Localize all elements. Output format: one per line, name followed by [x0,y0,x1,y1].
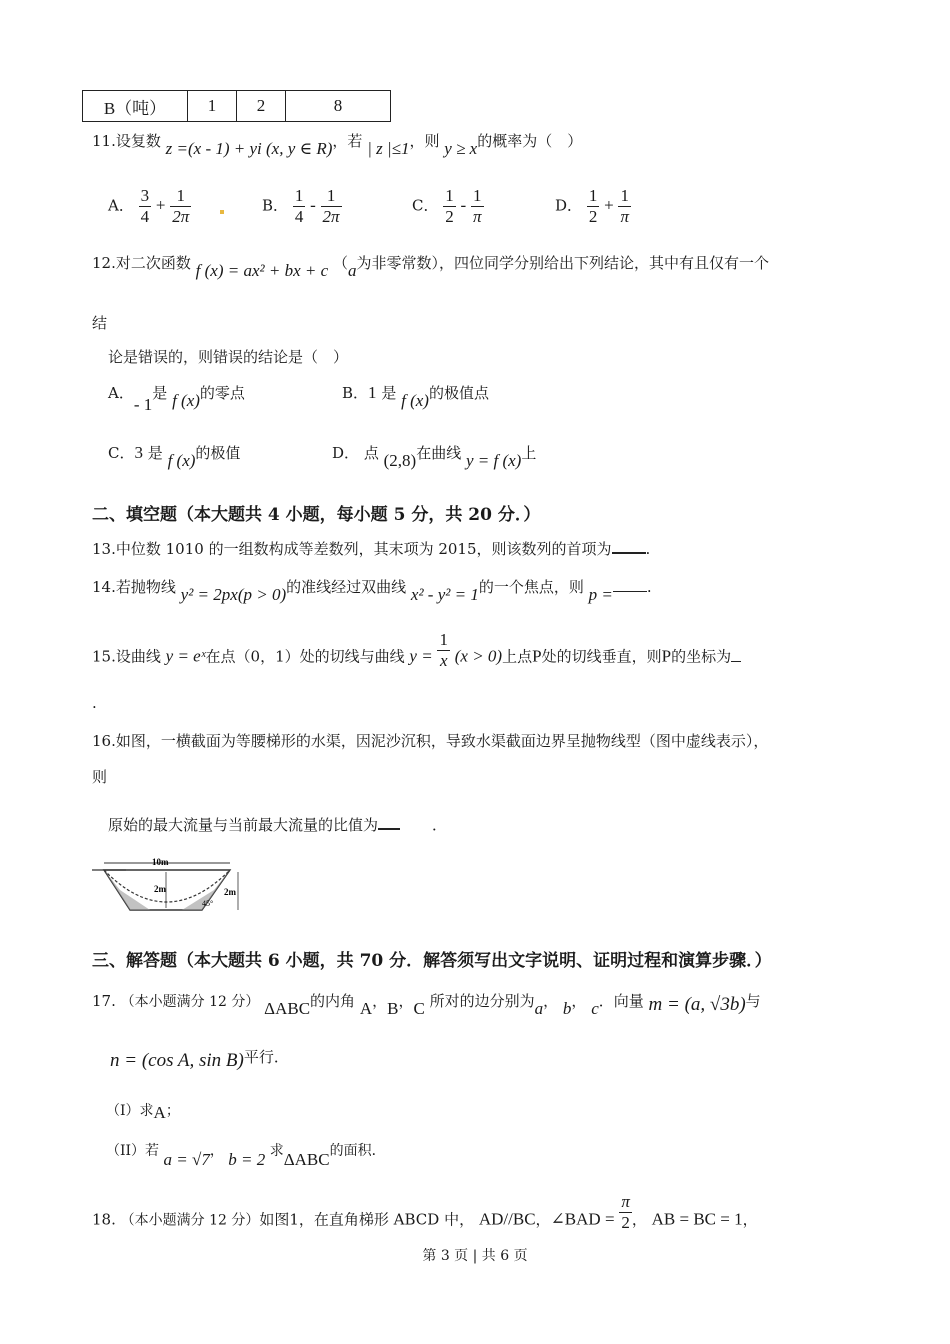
option-12d: D． 点 (2,8)在曲线 y = f (x)上 [332,444,537,470]
question-12-line3: 论是错误的，则错误的结论是（ ） [108,348,349,366]
question-12-line2: 结 [92,314,108,332]
option-12b: B．1 是 f (x)的极值点 [342,383,489,410]
question-17: 17. （本小题满分 12 分） ΔABC的内角 A，B，C 所对的边分别为a， b， c．向量 m = (a, √3b)与 [92,992,761,1018]
question-15-line2: . [92,694,97,712]
table-row [83,91,391,122]
table-cell: 2 [237,91,286,122]
option-11d: D． $\frac{1}{2}$ + $\frac{1}{\pi}$ [555,186,629,226]
option-12a: A．- 1是 f (x)的零点 [108,384,245,414]
question-15: 15.设曲线 y = eˣ在点（0，1）处的切线与曲线 y = $\frac{1}{x}$ (x > 0)上点P处的切线垂直，则P的坐标为 [92,644,741,671]
question-17-part2: （II）若 a = √7， b = 2 求ΔABC的面积． [106,1143,386,1169]
question-16-line2: 则 [92,768,108,786]
question-18: 18. （本小题满分 12 分）如图1，在直角梯形 ABCD 中， AD//BC，∠BAD = $\frac{\pi}{2}$ ， AB = BC = 1， [92,1192,758,1232]
section-2-heading: 二、填空题（本大题共 4 小题，每小题 5 分，共 20 分．） [92,505,541,525]
figure-angle-label: 45° [202,899,214,908]
figure-depth-label: 2m [154,884,166,894]
figure-side-label: 2m [224,887,236,897]
page-footer: 第 3 页 | 共 6 页 [422,1248,528,1264]
question-12: 12.对二次函数 f (x) = ax² + bx + c （a为非零常数），四位同学分别给出下列结论，其中有且仅有一个 [92,254,769,280]
option-11a: A． $\frac{3}{4}$ + $\frac{1}{2\pi}$ [108,186,190,226]
question-13: 13.中位数 1010 的一组数构成等差数列，其末项为 2015，则该数列的首项为 . [92,540,651,558]
option-12c: C．3 是 f (x)的极值 [108,443,241,470]
question-11: 11.设复数 z =(x - 1) + yi (x, y ∈ R)，若 | z |≤1，则 y ≥ x的概率为（ ） [92,132,583,158]
option-11c: C． $\frac{1}{2}$ - $\frac{1}{\pi}$ [412,186,482,226]
stray-mark [220,210,224,214]
question-17-line2: n = (cos A, sin B)平行． [110,1048,289,1071]
question-14: 14.若抛物线 y² = 2px(p > 0)的准线经过双曲线 x² - y² = 1的一个焦点，则 p = . [92,578,652,604]
question-17-part1: （I）求A； [106,1103,180,1122]
question-16: 16.如图，一横截面为等腰梯形的水渠，因泥沙沉积，导致水渠截面边界呈抛物线型（图中虚线表示）， [92,732,769,750]
option-11b: B． $\frac{1}{4}$ - $\frac{1}{2\pi}$ [262,186,340,226]
figure-width-label: 10m [152,857,169,867]
table-cell: 8 [286,91,391,122]
table-cell: 1 [188,91,237,122]
question-16-line3: 原始的最大流量与当前最大流量的比值为 ． [108,816,448,834]
section-3-heading: 三、解答题（本大题共 6 小题，共 70 分．解答须写出文字说明、证明过程和演算步骤．） [92,951,772,971]
table-row-label: B（吨） [83,91,188,122]
canal-cross-section-figure [90,852,250,914]
data-table [82,90,391,122]
